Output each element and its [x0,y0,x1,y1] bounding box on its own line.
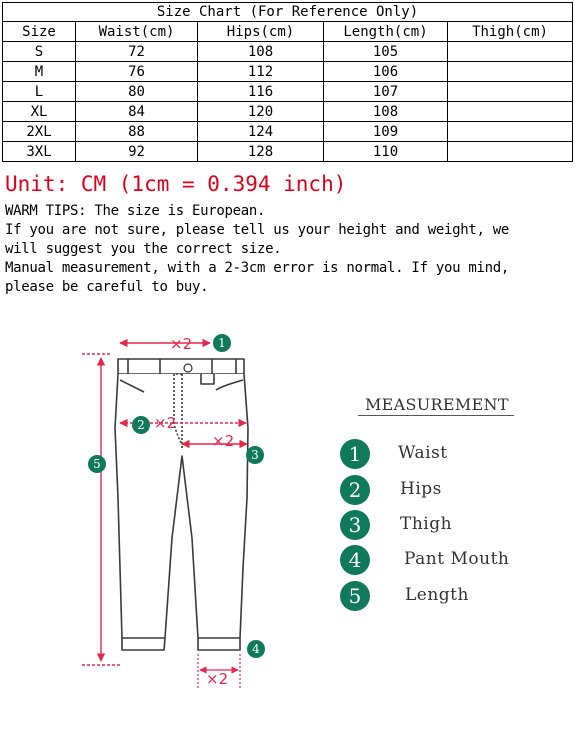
col-header-thigh: Thigh(cm) [448,22,573,42]
table-row [3,62,573,82]
marker-mouth-num: 4 [252,642,260,656]
cell-length: 108 [324,102,448,122]
tips-line: please be careful to buy. [5,279,209,295]
legend-number-icon: 4 [340,545,370,575]
tips-line: will suggest you the correct size. [5,241,282,257]
pants-diagram [0,298,574,751]
legend-label: Thigh [400,514,453,534]
cell-hips: 108 [198,42,324,62]
legend-number-icon: 2 [340,475,370,505]
cell-thigh [448,102,573,122]
cell-size: M [3,62,76,82]
cell-thigh [448,42,573,62]
x2-hips-label: ×2 [154,414,177,432]
col-header-size: Size [3,22,76,42]
marker-thigh-num: 3 [251,448,259,462]
marker-waist-num: 1 [218,336,226,350]
cell-length: 106 [324,62,448,82]
table-row [3,142,573,162]
table-row [3,102,573,122]
cell-hips: 120 [198,102,324,122]
legend-underline [358,415,514,416]
col-header-hips: Hips(cm) [198,22,324,42]
cell-length: 105 [324,42,448,62]
legend-number-icon: 3 [340,510,370,540]
cell-waist: 76 [76,62,198,82]
col-header-waist: Waist(cm) [76,22,198,42]
table-row [3,42,573,62]
x2-thigh-label: ×2 [212,432,235,450]
table-row [3,122,573,142]
cell-thigh [448,82,573,102]
x2-mouth-label: ×2 [206,670,229,688]
cell-thigh [448,122,573,142]
cell-waist: 80 [76,82,198,102]
cell-size: L [3,82,76,102]
marker-length-num: 5 [93,457,101,471]
x2-waist-label: ×2 [170,335,193,353]
table-header-row [3,22,573,42]
legend-label: Length [405,585,469,605]
cell-waist: 84 [76,102,198,122]
measurement-diagram-panel [0,298,574,751]
legend-label: Hips [400,479,442,499]
cell-size: 2XL [3,122,76,142]
tips-line: If you are not sure, please tell us your height and weight, we [5,222,509,238]
size-chart-table [2,2,573,162]
cell-size: XL [3,102,76,122]
col-header-length: Length(cm) [324,22,448,42]
legend-number-icon: 1 [340,439,370,469]
legend-label: Waist [398,443,448,463]
cell-hips: 112 [198,62,324,82]
cell-size: S [3,42,76,62]
cell-size: 3XL [3,142,76,162]
table-row [3,82,573,102]
cell-thigh [448,62,573,82]
tips-line: Manual measurement, with a 2-3cm error is normal. If you mind, [5,260,509,276]
cell-length: 109 [324,122,448,142]
legend-number-icon: 5 [340,581,370,611]
cell-length: 110 [324,142,448,162]
cell-waist: 88 [76,122,198,142]
legend-label: Pant Mouth [404,549,510,569]
cell-hips: 124 [198,122,324,142]
cell-hips: 116 [198,82,324,102]
cell-waist: 72 [76,42,198,62]
marker-hips-num: 2 [137,418,145,432]
cell-thigh [448,142,573,162]
unit-note: Unit: CM (1cm = 0.394 inch) [5,172,347,196]
pants-outline [115,359,248,650]
cell-waist: 92 [76,142,198,162]
cell-length: 107 [324,82,448,102]
cell-hips: 128 [198,142,324,162]
table-caption: Size Chart (For Reference Only) [3,3,573,22]
warm-tips-line: WARM TIPS: The size is European. [5,203,266,219]
legend-title: MEASUREMENT [365,395,509,414]
button-icon [184,364,192,372]
